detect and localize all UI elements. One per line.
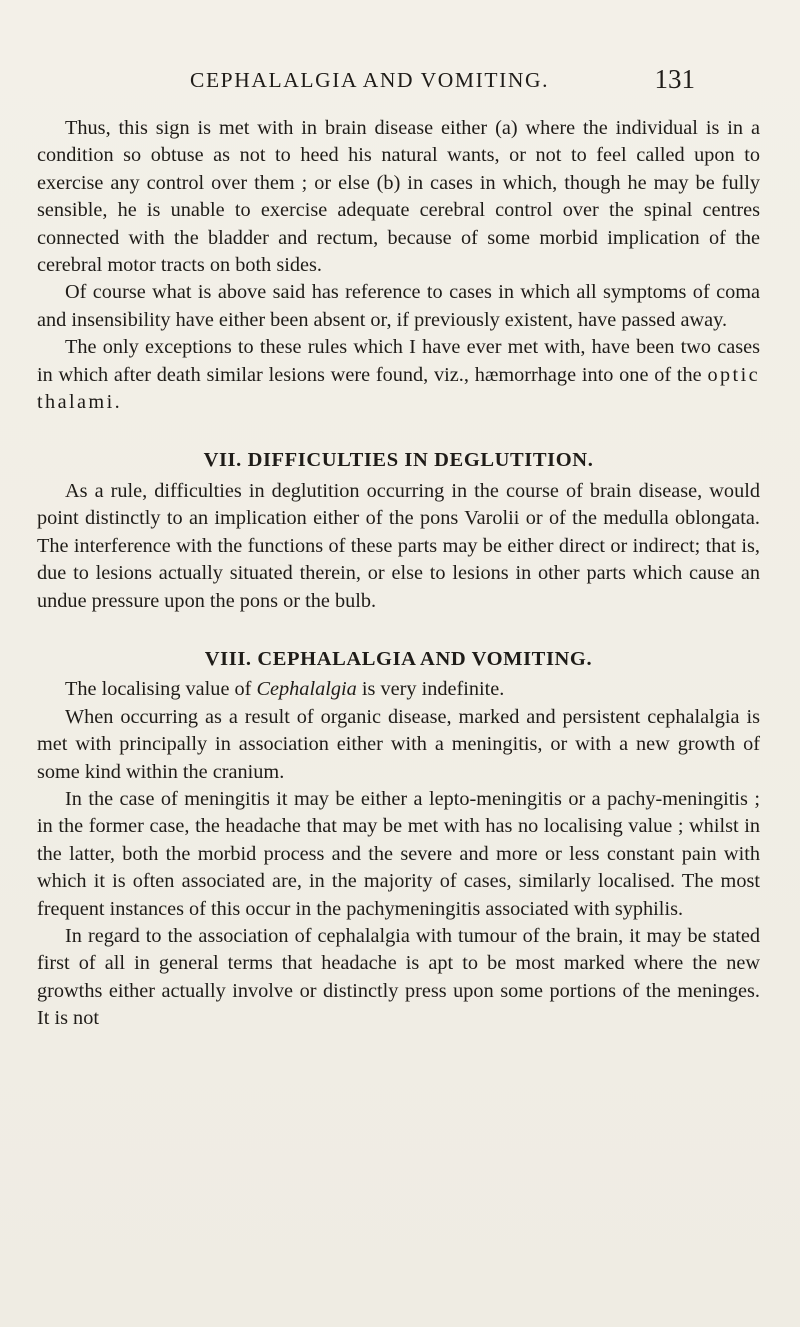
paragraph-text: is very indefinite. — [361, 678, 505, 701]
paragraph: In regard to the association of cephalalgia with tumour of the brain, it may be stated first of all in general terms that headache is apt to be most marked where the new growths either actually involve or distinctly press upon some portions of the meninges. It is not — [37, 924, 760, 1030]
section-heading-vii: VII. DIFFICULTIES IN DEGLUTITION. — [203, 449, 594, 472]
paragraph — [37, 334, 760, 416]
paragraph: Of course what is above said has reference to cases in which all symptoms of coma and insensibility have either been absent or, if previously existent, have passed away. — [37, 281, 760, 331]
spaced-phrase: optic thalami. — [37, 363, 761, 414]
paragraph — [37, 676, 760, 703]
paragraph-text: The only exceptions to these rules which I have ever met with, have been two cases in which after death similar lesions were found, viz., hæmorrhage into one of the — [37, 336, 760, 386]
paragraph-text: The localising value of — [65, 678, 252, 701]
paragraph: When occurring as a result of organic disease, marked and persistent cephalalgia is met with principally in association either with a meningitis, or with a new growth of some kind within the cranium. — [37, 705, 760, 783]
paragraph: Thus, this sign is met with in brain disease either (a) where the individual is in a condition so obtuse as not to heed his natural wants, or not to feel called upon to exercise any control over them ; or else (b) in cases in which, though he may be fully sensible, he is unable to exercise adequate cerebral control over the spinal centres connected with the bladder and rectum, because of some morbid implication of the cerebral motor tracts on both sides. — [37, 117, 760, 277]
italic-term: Cephalalgia — [256, 678, 357, 701]
paragraph: As a rule, difficulties in deglutition occurring in the course of brain disease, would point distinctly to an implication either of the pons Varolii or of the medulla oblongata. The interference with the functions of these parts may be either direct or indirect; that is, due to lesions actually situated therein, or else to lesions in other parts which cause an undue pressure upon the pons or the bulb. — [37, 479, 760, 612]
section-heading-viii: VIII. CEPHALALGIA AND VOMITING. — [204, 647, 593, 670]
paragraph: In the case of meningitis it may be either a lepto-meningitis or a pachy-meningitis ; in the former case, the headache that may be met with has no localising value ; whilst in the latter, both the morbid process and the severe and more or less constant pain with which it is often associated are, in the majority of cases, similarly localised. The most frequent instances of this occur in the pachymeningitis associated with syphilis. — [37, 787, 760, 920]
running-head: CEPHALALGIA AND VOMITING. — [190, 68, 550, 92]
page-number: 131 — [654, 64, 695, 94]
body-text — [37, 115, 760, 1033]
